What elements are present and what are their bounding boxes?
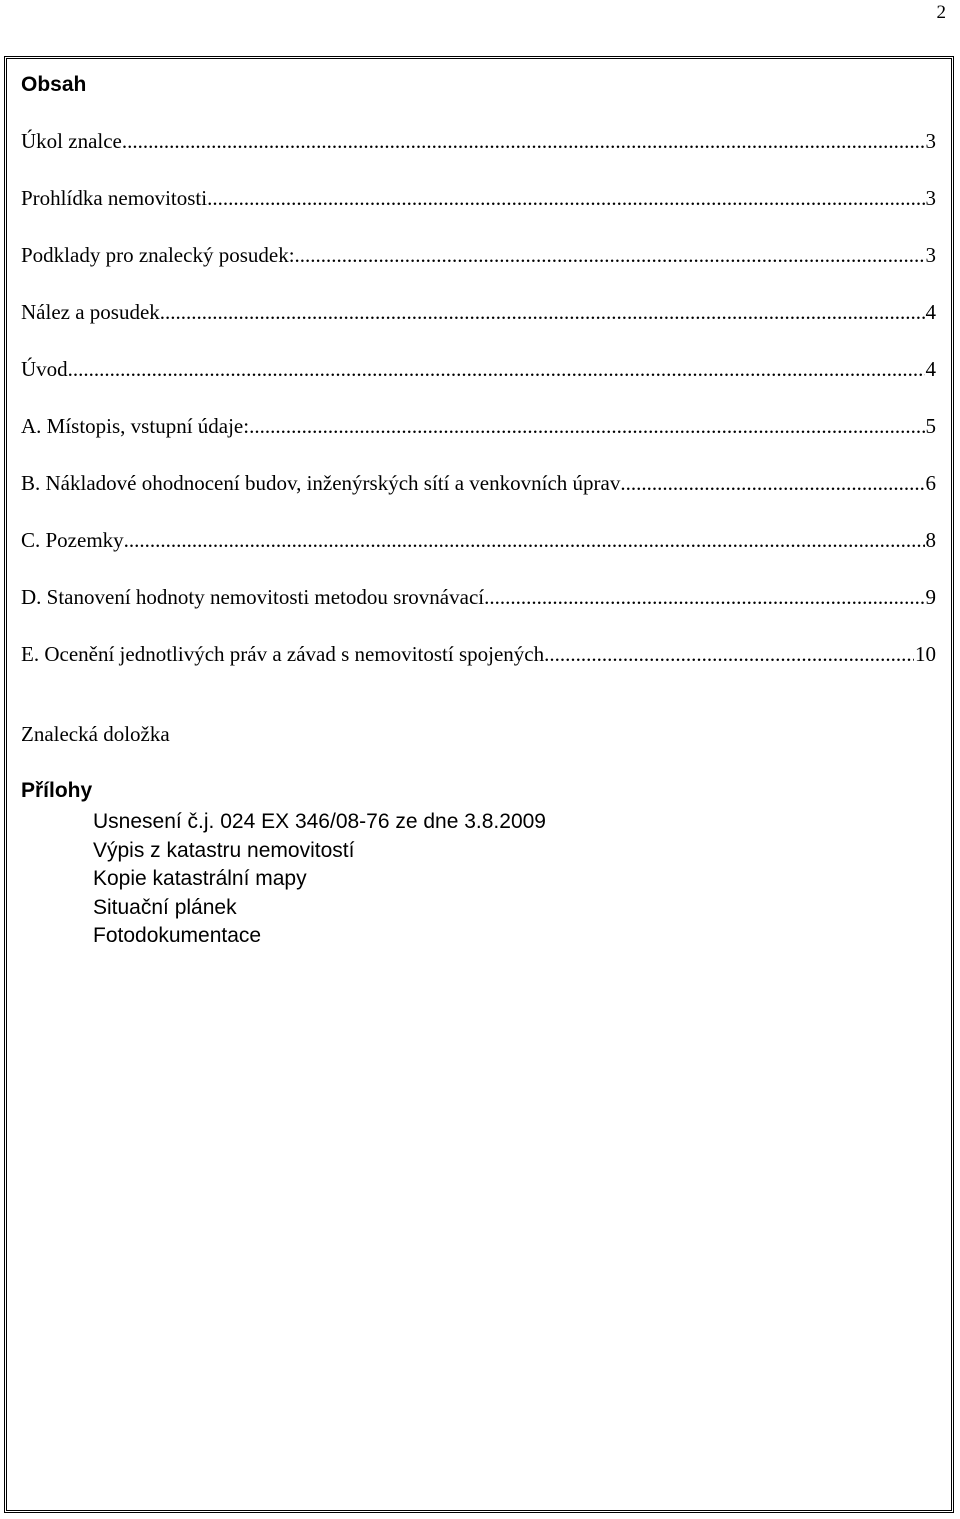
dot-leader [484,585,924,610]
toc-entry-podklady[interactable] [21,243,936,300]
toc-entry-label: Prohlídka nemovitosti [21,186,208,210]
toc-entry-srovnavaci-metoda[interactable] [21,585,936,642]
toc-entry-oceneni-prav[interactable] [21,642,936,699]
dot-leader [249,414,924,439]
dot-leader [295,243,925,268]
dot-leader [620,471,924,496]
appendices-list [93,808,546,951]
toc-entry-label: Úvod [21,357,68,381]
appendix-item: Fotodokumentace [93,924,262,947]
toc-entry-mistopis[interactable] [21,414,936,471]
appendix-item: Kopie katastrální mapy [93,867,307,890]
toc-entry-page: 10 [915,642,936,666]
toc-title: Obsah [21,73,87,96]
toc-entry-label: Nález a posudek [21,300,160,324]
toc-entry-page: 4 [925,300,936,324]
toc-entry-label: A. Místopis, vstupní údaje: [21,414,250,438]
toc-entry-page: 6 [925,471,936,495]
appendices-heading: Přílohy [21,779,93,802]
toc-entry-label: Úkol znalce [21,129,122,153]
toc-entry-pozemky[interactable] [21,528,936,585]
dot-leader [68,357,925,382]
dot-leader [160,300,925,325]
toc-entry-page: 9 [925,585,936,609]
toc-entry-ukol-znalce[interactable] [21,129,936,186]
table-of-contents [21,129,936,699]
toc-entry-page: 3 [925,129,936,153]
toc-entry-label: C. Pozemky [21,528,124,552]
toc-entry-page: 5 [925,414,936,438]
appendix-item: Výpis z katastru nemovitostí [93,838,355,862]
toc-entry-prohlidka[interactable] [21,186,936,243]
toc-entry-uvod[interactable] [21,357,936,414]
dot-leader [122,129,925,154]
toc-entry-page: 4 [925,357,936,381]
content-frame [4,56,954,1513]
page-number: 2 [936,2,946,23]
toc-entry-page: 8 [925,528,936,552]
toc-entry-nalez-a-posudek[interactable] [21,300,936,357]
appendix-item: Usnesení č.j. 024 EX 346/08-76 ze dne 3.8.2009 [93,810,546,833]
dot-leader [544,642,914,667]
toc-closing-entry: Znalecká doložka [21,722,170,746]
dot-leader [207,186,924,211]
toc-entry-page: 3 [925,243,936,267]
toc-entry-label: D. Stanovení hodnoty nemovitosti metodou srovnávací [21,585,485,609]
toc-entry-label: E. Ocenění jednotlivých práv a závad s nemovitostí spojených [21,642,545,666]
toc-entry-nakladove-ohodnoceni[interactable] [21,471,936,528]
dot-leader [124,528,925,553]
appendix-item: Situační plánek [93,895,237,919]
toc-entry-label: B. Nákladové ohodnocení budov, inženýrských sítí a venkovních úprav [21,471,621,495]
toc-entry-page: 3 [925,186,936,210]
toc-entry-label: Podklady pro znalecký posudek: [21,243,295,267]
